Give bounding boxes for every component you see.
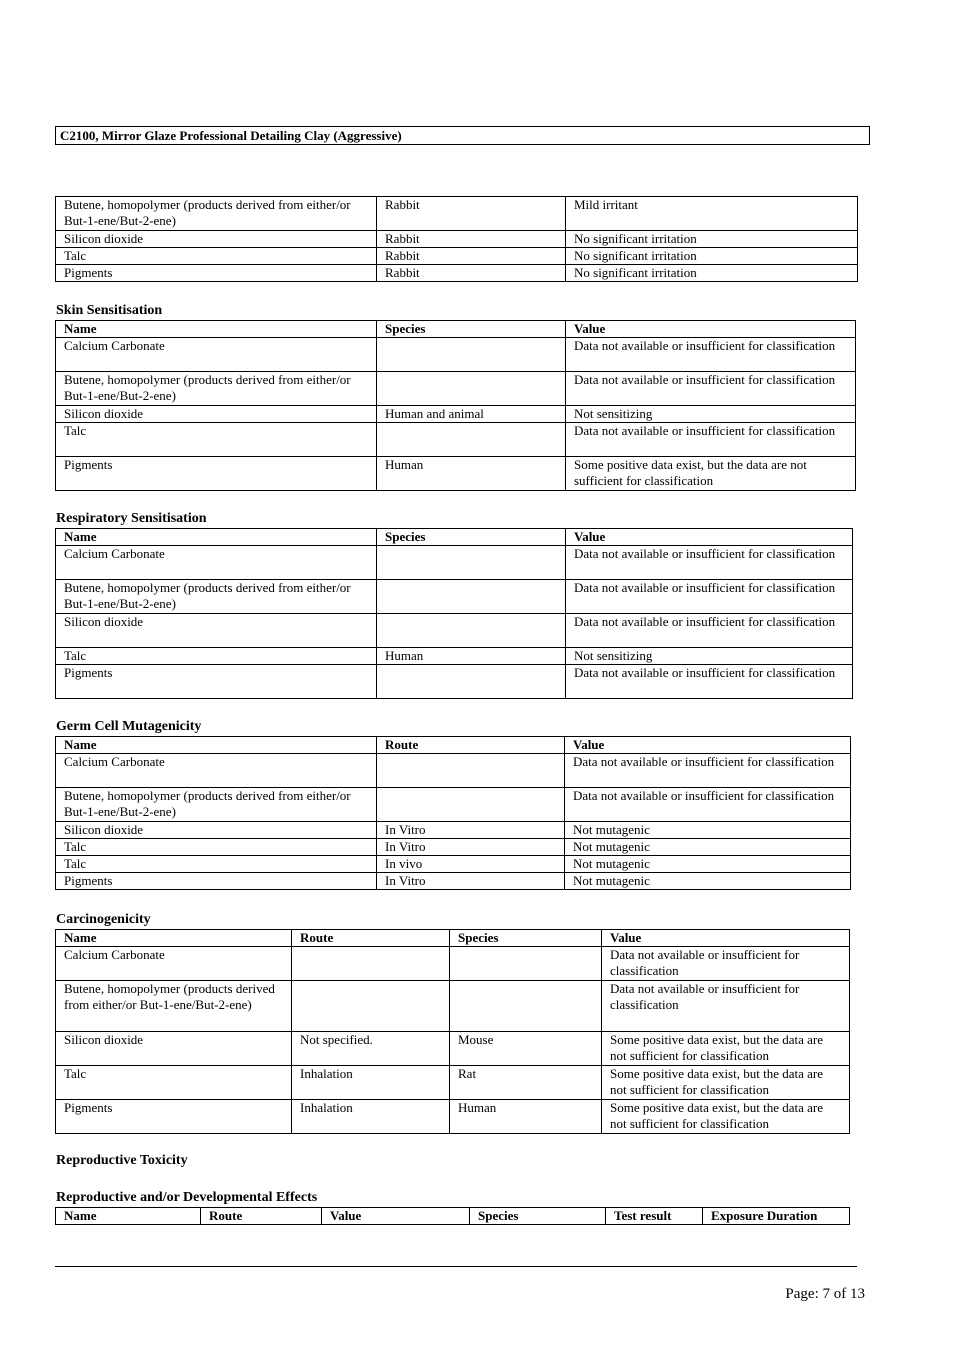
table-cell: Butene, homopolymer (products derived from either/or But-1-ene/But-2-ene) [56,372,377,406]
table-row [56,873,851,890]
table-cell: Not mutagenic [565,822,851,839]
table-cell: Silicon dioxide [56,231,377,248]
table-cell: Human [377,648,566,665]
table-cell: Pigments [56,665,377,699]
table-row [56,372,856,406]
table-cell: Silicon dioxide [56,614,377,648]
table-cell: Rabbit [377,248,566,265]
column-header: Name [56,1208,201,1225]
table-cell [377,614,566,648]
table-cell: Mouse [450,1032,602,1066]
table-cell [377,754,565,788]
table-cell: Rat [450,1066,602,1100]
table-row [56,856,851,873]
table-cell: Talc [56,1066,292,1100]
table-cell: Rabbit [377,197,566,231]
skin-sensitisation-table [55,320,856,491]
table-cell: Calcium Carbonate [56,947,292,981]
table-cell: Talc [56,423,377,457]
table-cell: Rabbit [377,231,566,248]
table-row [56,1066,850,1100]
table-cell: Pigments [56,265,377,282]
table-cell [450,947,602,981]
table-cell: Human [450,1100,602,1134]
table-cell: In Vitro [377,873,565,890]
table-cell: Some positive data exist, but the data are not sufficient for classification [602,1066,850,1100]
reproductive-toxicity-title: Reproductive Toxicity [56,1153,188,1168]
table-cell: Data not available or insufficient for classification [566,665,853,699]
column-header: Value [322,1208,470,1225]
column-header: Test result [606,1208,703,1225]
column-header: Species [450,930,602,947]
table-row [56,546,853,580]
table-cell: In Vitro [377,822,565,839]
table-cell: Talc [56,839,377,856]
page-number: Page: 7 of 13 [785,1286,865,1302]
column-header: Species [377,529,566,546]
table-cell: Data not available or insufficient for classification [566,338,856,372]
document-header: C2100, Mirror Glaze Professional Detailing Clay (Aggressive) [55,126,870,145]
table-cell: Data not available or insufficient for classification [566,614,853,648]
table-cell [450,981,602,1032]
table-cell: In Vitro [377,839,565,856]
table-row [56,457,856,491]
table-row [56,839,851,856]
column-header: Route [377,737,565,754]
table-cell [377,372,566,406]
column-header: Name [56,737,377,754]
table-cell: In vivo [377,856,565,873]
column-header: Value [566,529,853,546]
table-cell: Inhalation [292,1066,450,1100]
table-cell: Not sensitizing [566,406,856,423]
table-cell: Mild irritant [566,197,858,231]
table-cell: Human [377,457,566,491]
table-cell: Butene, homopolymer (products derived from either/or But-1-ene/But-2-ene) [56,197,377,231]
carcinogenicity-table [55,929,850,1134]
table-cell: Not mutagenic [565,856,851,873]
table-cell [292,981,450,1032]
reproductive-effects-table [55,1207,850,1225]
footer-divider [55,1266,857,1267]
table-cell [377,665,566,699]
table-cell: Data not available or insufficient for classification [602,947,850,981]
table-cell: Data not available or insufficient for classification [566,546,853,580]
column-header: Route [292,930,450,947]
table-cell: Data not available or insufficient for classification [565,754,851,788]
germ-cell-mutagenicity-title: Germ Cell Mutagenicity [56,719,202,734]
table-cell: Butene, homopolymer (products derived from either/or But-1-ene/But-2-ene) [56,788,377,822]
table-row [56,648,853,665]
table-cell: Butene, homopolymer (products derived from either/or But-1-ene/But-2-ene) [56,981,292,1032]
table-cell [377,546,566,580]
skin-sensitisation-title: Skin Sensitisation [56,303,163,318]
table-cell [292,947,450,981]
column-header: Value [566,321,856,338]
column-header: Species [377,321,566,338]
column-header: Name [56,321,377,338]
table-cell: Silicon dioxide [56,1032,292,1066]
table-row [56,947,850,981]
table-cell: Talc [56,648,377,665]
table-row [56,981,850,1032]
table-cell: Inhalation [292,1100,450,1134]
table-cell: Pigments [56,1100,292,1134]
column-header: Name [56,529,377,546]
table-row [56,754,851,788]
column-header: Value [565,737,851,754]
table-row [56,614,853,648]
column-header: Route [201,1208,322,1225]
table-cell: Talc [56,248,377,265]
germ-cell-mutagenicity-table [55,736,851,890]
table-cell: Not mutagenic [565,839,851,856]
table-cell: Some positive data exist, but the data are not sufficient for classification [602,1032,850,1066]
table-cell: Not sensitizing [566,648,853,665]
table-row [56,231,858,248]
table-header-row [56,529,853,546]
table-cell: Butene, homopolymer (products derived from either/or But-1-ene/But-2-ene) [56,580,377,614]
table-cell: Data not available or insufficient for classification [566,423,856,457]
table-cell: Silicon dioxide [56,822,377,839]
table-header-row [56,737,851,754]
table-cell [377,338,566,372]
table-row [56,423,856,457]
table-row [56,822,851,839]
table-row [56,265,858,282]
respiratory-sensitisation-title: Respiratory Sensitisation [56,511,207,526]
table-cell: Data not available or insufficient for classification [565,788,851,822]
table-header-row [56,321,856,338]
carcinogenicity-title: Carcinogenicity [56,912,151,927]
table-cell: No significant irritation [566,248,858,265]
table-header-row [56,1208,850,1225]
table-row [56,406,856,423]
table-row [56,1100,850,1134]
column-header: Exposure Duration [703,1208,850,1225]
table-cell: Calcium Carbonate [56,546,377,580]
table-cell: Not specified. [292,1032,450,1066]
table-cell: Human and animal [377,406,566,423]
column-header: Species [470,1208,606,1225]
table-cell: Rabbit [377,265,566,282]
table-row [56,580,853,614]
table-row [56,248,858,265]
table-cell: Some positive data exist, but the data are not sufficient for classification [602,1100,850,1134]
table-cell: Data not available or insufficient for classification [602,981,850,1032]
table-row [56,788,851,822]
table-cell: Calcium Carbonate [56,338,377,372]
table-cell: Data not available or insufficient for classification [566,372,856,406]
reproductive-effects-title: Reproductive and/or Developmental Effects [56,1190,318,1205]
column-header: Value [602,930,850,947]
column-header: Name [56,930,292,947]
table-cell: No significant irritation [566,265,858,282]
table-header-row [56,930,850,947]
table-cell: No significant irritation [566,231,858,248]
table-cell: Pigments [56,457,377,491]
table-row [56,1032,850,1066]
table-cell: Some positive data exist, but the data are not sufficient for classification [566,457,856,491]
table-cell: Calcium Carbonate [56,754,377,788]
table-cell: Not mutagenic [565,873,851,890]
table-cell: Silicon dioxide [56,406,377,423]
table-cell: Data not available or insufficient for classification [566,580,853,614]
table-row [56,197,858,231]
table-cell: Talc [56,856,377,873]
eye-irritation-table [55,196,858,282]
table-row [56,665,853,699]
table-row [56,338,856,372]
table-cell [377,423,566,457]
table-cell: Pigments [56,873,377,890]
respiratory-sensitisation-table [55,528,853,699]
table-cell [377,788,565,822]
table-cell [377,580,566,614]
